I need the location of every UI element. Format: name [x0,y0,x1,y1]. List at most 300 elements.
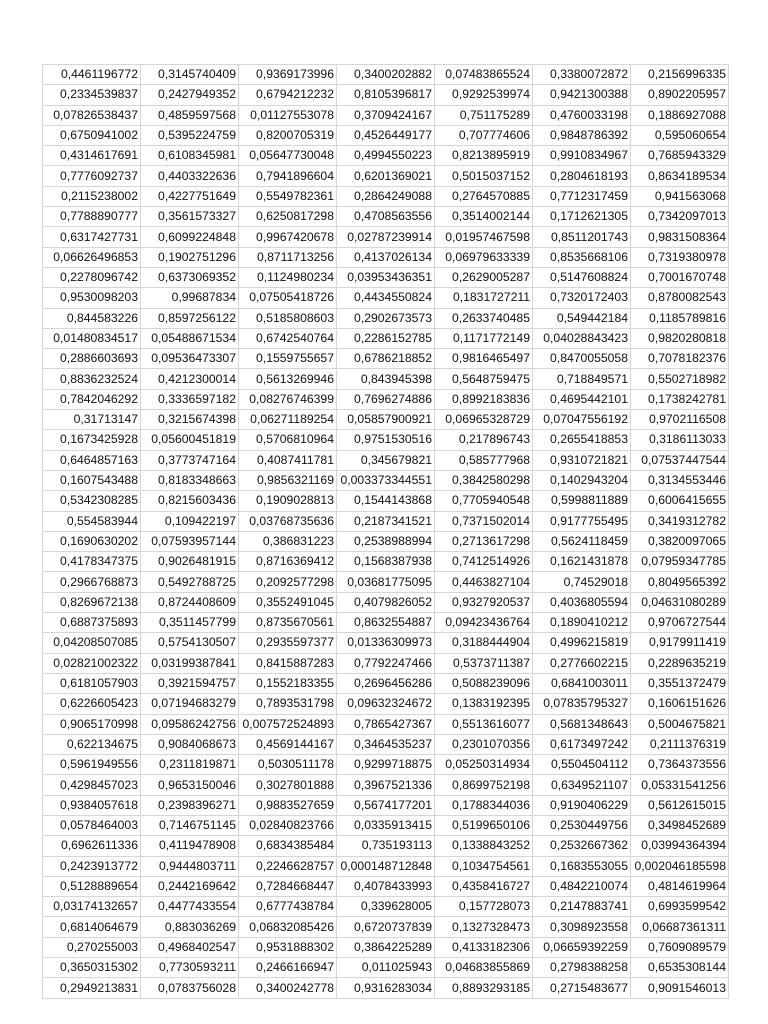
table-cell[interactable]: 0,07826538437 [43,105,141,125]
table-cell[interactable]: 0,5504504112 [533,755,631,775]
table-cell[interactable]: 0,03953436351 [337,267,435,287]
table-cell[interactable]: 0,7792247466 [337,653,435,673]
table-cell[interactable]: 0,6464857163 [43,450,141,470]
table-cell[interactable]: 0,5147608824 [533,267,631,287]
table-cell[interactable]: 0,5185808603 [239,308,337,328]
table-cell[interactable]: 0,4298457023 [43,775,141,795]
table-cell[interactable]: 0,2398396271 [141,795,239,815]
table-cell[interactable]: 0,6099224848 [141,227,239,247]
table-cell[interactable]: 0,9883527659 [239,795,337,815]
table-cell[interactable]: 0,9820280818 [631,328,729,348]
table-cell[interactable]: 0,2286152785 [337,328,435,348]
table-cell[interactable]: 0,5674177201 [337,795,435,815]
table-cell[interactable]: 0,6226605423 [43,694,141,714]
table-cell[interactable]: 0,1607543488 [43,470,141,490]
table-cell[interactable]: 0,8269672138 [43,592,141,612]
table-cell[interactable]: 0,05250314934 [435,755,533,775]
table-cell[interactable]: 0,8597256122 [141,308,239,328]
table-cell[interactable]: 0,8213895919 [435,146,533,166]
table-cell[interactable]: 0,217896743 [435,430,533,450]
table-cell[interactable]: 0,6006415655 [631,491,729,511]
table-cell[interactable]: 0,2246628757 [239,856,337,876]
table-cell[interactable]: 0,07537447544 [631,450,729,470]
table-cell[interactable]: 0,2715483677 [533,978,631,998]
table-cell[interactable]: 0,3552491045 [239,592,337,612]
table-cell[interactable]: 0,5342308285 [43,491,141,511]
table-cell[interactable]: 0,08276746399 [239,389,337,409]
table-cell[interactable]: 0,9177755495 [533,511,631,531]
table-cell[interactable]: 0,1673425928 [43,430,141,450]
table-cell[interactable]: 0,3134553446 [631,470,729,490]
table-cell[interactable]: 0,2147883741 [533,897,631,917]
table-cell[interactable]: 0,6834385484 [239,836,337,856]
table-cell[interactable]: 0,31713147 [43,410,141,430]
table-cell[interactable]: 0,9190406229 [533,795,631,815]
table-cell[interactable]: 0,2466166947 [239,958,337,978]
table-cell[interactable]: 0,1034754561 [435,856,533,876]
table-cell[interactable]: 0,6201369021 [337,166,435,186]
table-cell[interactable]: 0,4314617691 [43,146,141,166]
table-cell[interactable]: 0,2713617298 [435,531,533,551]
table-cell[interactable]: 0,2334539837 [43,85,141,105]
table-cell[interactable]: 0,4760033198 [533,105,631,125]
table-cell[interactable]: 0,3820097065 [631,531,729,551]
table-cell[interactable]: 0,4212300014 [141,369,239,389]
table-cell[interactable]: 0,9065170998 [43,714,141,734]
table-cell[interactable]: 0,8183348663 [141,470,239,490]
table-cell[interactable]: 0,5088239096 [435,673,533,693]
table-cell[interactable]: 0,3561573327 [141,207,239,227]
table-cell[interactable]: 0,03174132657 [43,897,141,917]
table-cell[interactable]: 0,1621431878 [533,552,631,572]
table-cell[interactable]: 0,2764570885 [435,186,533,206]
table-cell[interactable]: 0,05331541256 [631,775,729,795]
table-cell[interactable]: 0,3098923558 [533,917,631,937]
table-cell[interactable]: 0,2156996335 [631,65,729,85]
table-cell[interactable]: 0,7893531798 [239,694,337,714]
table-cell[interactable]: 0,270255003 [43,937,141,957]
table-cell[interactable]: 0,07593957144 [141,531,239,551]
table-cell[interactable]: 0,8735670561 [239,613,337,633]
table-cell[interactable]: 0,622134675 [43,734,141,754]
table-cell[interactable]: 0,8902205957 [631,85,729,105]
table-cell[interactable]: 0,3842580298 [435,470,533,490]
table-cell[interactable]: 0,2530449756 [533,815,631,835]
table-cell[interactable]: 0,09632324672 [337,694,435,714]
table-cell[interactable]: 0,01127553078 [239,105,337,125]
table-cell[interactable]: 0,2966768873 [43,572,141,592]
table-cell[interactable]: 0,554583944 [43,511,141,531]
table-cell[interactable]: 0,1402943204 [533,470,631,490]
table-cell[interactable]: 0,8711713256 [239,247,337,267]
table-cell[interactable]: 0,8511201743 [533,227,631,247]
table-cell[interactable]: 0,6108345981 [141,146,239,166]
table-cell[interactable]: 0,8893293185 [435,978,533,998]
table-cell[interactable]: 0,4036805594 [533,592,631,612]
table-cell[interactable]: 0,3336597182 [141,389,239,409]
table-cell[interactable]: 0,3967521336 [337,775,435,795]
table-cell[interactable]: 0,4078433993 [337,876,435,896]
table-cell[interactable]: 0,9910834967 [533,146,631,166]
table-cell[interactable]: 0,4477433554 [141,897,239,917]
table-cell[interactable]: 0,2629005287 [435,267,533,287]
table-cell[interactable]: 0,2311819871 [141,755,239,775]
table-cell[interactable]: 0,9751530516 [337,430,435,450]
table-cell[interactable]: 0,5492788725 [141,572,239,592]
table-cell[interactable]: 0,07835795327 [533,694,631,714]
table-cell[interactable]: 0,4842210074 [533,876,631,896]
table-cell[interactable]: 0,6887375893 [43,613,141,633]
table-cell[interactable]: 0,02840823766 [239,815,337,835]
table-cell[interactable]: 0,04208507085 [43,633,141,653]
table-cell[interactable]: 0,3188444904 [435,633,533,653]
table-cell[interactable]: 0,1738242781 [631,389,729,409]
table-cell[interactable]: 0,007572524893 [239,714,337,734]
table-cell[interactable]: 0,6814064679 [43,917,141,937]
table-cell[interactable]: 0,4358416727 [435,876,533,896]
table-cell[interactable]: 0,3511457799 [141,613,239,633]
table-cell[interactable]: 0,3498452689 [631,815,729,835]
table-cell[interactable]: 0,5549782361 [239,186,337,206]
table-cell[interactable]: 0,2902673573 [337,308,435,328]
table-cell[interactable]: 0,2886603693 [43,349,141,369]
table-cell[interactable]: 0,8105396817 [337,85,435,105]
table-cell[interactable]: 0,06979633339 [435,247,533,267]
table-cell[interactable]: 0,8632554887 [337,613,435,633]
table-cell[interactable]: 0,2538988994 [337,531,435,551]
table-cell[interactable]: 0,7342097013 [631,207,729,227]
table-cell[interactable]: 0,1909028813 [239,491,337,511]
table-cell[interactable]: 0,549442184 [533,308,631,328]
table-cell[interactable]: 0,883036269 [141,917,239,937]
table-cell[interactable]: 0,04028843423 [533,328,631,348]
table-cell[interactable]: 0,2864249088 [337,186,435,206]
table-cell[interactable]: 0,0578464003 [43,815,141,835]
table-cell[interactable]: 0,4526449177 [337,125,435,145]
table-cell[interactable]: 0,3464535237 [337,734,435,754]
table-cell[interactable]: 0,09536473307 [141,349,239,369]
table-cell[interactable]: 0,9967420678 [239,227,337,247]
table-cell[interactable]: 0,7001670748 [631,267,729,287]
table-cell[interactable]: 0,9316283034 [337,978,435,998]
table-cell[interactable]: 0,8634189534 [631,166,729,186]
table-cell[interactable]: 0,7078182376 [631,349,729,369]
table-cell[interactable]: 0,5004675821 [631,714,729,734]
table-cell[interactable]: 0,5128889654 [43,876,141,896]
table-cell[interactable]: 0,9702116508 [631,410,729,430]
table-cell[interactable]: 0,2423913772 [43,856,141,876]
table-cell[interactable]: 0,9026481915 [141,552,239,572]
table-cell[interactable]: 0,011025943 [337,958,435,978]
table-cell[interactable]: 0,7371502014 [435,511,533,531]
table-cell[interactable]: 0,1712621305 [533,207,631,227]
table-cell[interactable]: 0,339628005 [337,897,435,917]
table-cell[interactable]: 0,3921594757 [141,673,239,693]
table-cell[interactable]: 0,109422197 [141,511,239,531]
table-cell[interactable]: 0,5395224759 [141,125,239,145]
table-cell[interactable]: 0,06832085426 [239,917,337,937]
table-cell[interactable]: 0,2092577298 [239,572,337,592]
table-cell[interactable]: 0,4994550223 [337,146,435,166]
table-cell[interactable]: 0,9179911419 [631,633,729,653]
table-cell[interactable]: 0,3186113033 [631,430,729,450]
table-cell[interactable]: 0,3215674398 [141,410,239,430]
table-cell[interactable]: 0,1559755657 [239,349,337,369]
table-cell[interactable]: 0,4695442101 [533,389,631,409]
table-cell[interactable]: 0,5681348643 [533,714,631,734]
table-cell[interactable]: 0,4708563556 [337,207,435,227]
table-cell[interactable]: 0,595060654 [631,125,729,145]
table-cell[interactable]: 0,03994364394 [631,836,729,856]
table-cell[interactable]: 0,04683855869 [435,958,533,978]
table-cell[interactable]: 0,6841003011 [533,673,631,693]
table-cell[interactable]: 0,2115238002 [43,186,141,206]
table-cell[interactable]: 0,7412514926 [435,552,533,572]
table-cell[interactable]: 0,74529018 [533,572,631,592]
table-cell[interactable]: 0,9444803711 [141,856,239,876]
table-cell[interactable]: 0,3864225289 [337,937,435,957]
table-cell[interactable]: 0,8780082543 [631,288,729,308]
table-cell[interactable]: 0,7609089579 [631,937,729,957]
table-cell[interactable]: 0,6173497242 [533,734,631,754]
table-cell[interactable]: 0,5998811889 [533,491,631,511]
table-cell[interactable]: 0,8470055058 [533,349,631,369]
table-cell[interactable]: 0,2935597377 [239,633,337,653]
table-cell[interactable]: 0,7320172403 [533,288,631,308]
table-cell[interactable]: 0,5502718982 [631,369,729,389]
table-cell[interactable]: 0,3027801888 [239,775,337,795]
table-cell[interactable]: 0,8049565392 [631,572,729,592]
table-cell[interactable]: 0,06965328729 [435,410,533,430]
table-cell[interactable]: 0,7842046292 [43,389,141,409]
table-cell[interactable]: 0,5754130507 [141,633,239,653]
table-cell[interactable]: 0,1338843252 [435,836,533,856]
table-cell[interactable]: 0,5612615015 [631,795,729,815]
table-cell[interactable]: 0,5706810964 [239,430,337,450]
table-cell[interactable]: 0,05647730048 [239,146,337,166]
table-cell[interactable]: 0,4996215819 [533,633,631,653]
table-cell[interactable]: 0,1788344036 [435,795,533,815]
table-cell[interactable]: 0,002046185598 [631,856,729,876]
table-cell[interactable]: 0,3380072872 [533,65,631,85]
table-cell[interactable]: 0,03681775095 [337,572,435,592]
table-cell[interactable]: 0,7364373556 [631,755,729,775]
table-cell[interactable]: 0,003373344551 [337,470,435,490]
table-cell[interactable]: 0,5030511178 [239,755,337,775]
table-cell[interactable]: 0,6349521107 [533,775,631,795]
table-cell[interactable]: 0,1544143868 [337,491,435,511]
table-cell[interactable]: 0,6181057903 [43,673,141,693]
table-cell[interactable]: 0,9856321169 [239,470,337,490]
table-cell[interactable]: 0,1171772149 [435,328,533,348]
table-cell[interactable]: 0,8992183836 [435,389,533,409]
table-cell[interactable]: 0,000148712848 [337,856,435,876]
table-cell[interactable]: 0,1124980234 [239,267,337,287]
table-cell[interactable]: 0,2776602215 [533,653,631,673]
table-cell[interactable]: 0,9369173996 [239,65,337,85]
table-cell[interactable]: 0,3400202882 [337,65,435,85]
table-cell[interactable]: 0,4137026134 [337,247,435,267]
table-cell[interactable]: 0,6786218852 [337,349,435,369]
table-cell[interactable]: 0,4434550824 [337,288,435,308]
table-cell[interactable]: 0,01336309973 [337,633,435,653]
table-cell[interactable]: 0,0783756028 [141,978,239,998]
table-cell[interactable]: 0,2301070356 [435,734,533,754]
table-cell[interactable]: 0,9091546013 [631,978,729,998]
table-cell[interactable]: 0,9653150046 [141,775,239,795]
table-cell[interactable]: 0,2289635219 [631,653,729,673]
table-cell[interactable]: 0,2532667362 [533,836,631,856]
table-cell[interactable]: 0,7788890777 [43,207,141,227]
table-cell[interactable]: 0,5648759475 [435,369,533,389]
table-cell[interactable]: 0,8836232524 [43,369,141,389]
table-cell[interactable]: 0,2278096742 [43,267,141,287]
table-cell[interactable]: 0,8724408609 [141,592,239,612]
table-cell[interactable]: 0,8716369412 [239,552,337,572]
table-cell[interactable]: 0,9327920537 [435,592,533,612]
table-cell[interactable]: 0,6720737839 [337,917,435,937]
table-cell[interactable]: 0,9084068673 [141,734,239,754]
table-cell[interactable]: 0,99687834 [141,288,239,308]
table-cell[interactable]: 0,9310721821 [533,450,631,470]
table-cell[interactable]: 0,1383192395 [435,694,533,714]
table-cell[interactable]: 0,4119478908 [141,836,239,856]
table-cell[interactable]: 0,9531888302 [239,937,337,957]
table-cell[interactable]: 0,06659392259 [533,937,631,957]
table-cell[interactable]: 0,7705940548 [435,491,533,511]
table-cell[interactable]: 0,2187341521 [337,511,435,531]
table-cell[interactable]: 0,8535668106 [533,247,631,267]
table-cell[interactable]: 0,09423436764 [435,613,533,633]
table-cell[interactable]: 0,2949213831 [43,978,141,998]
table-cell[interactable]: 0,2655418853 [533,430,631,450]
table-cell[interactable]: 0,6742540764 [239,328,337,348]
table-cell[interactable]: 0,4087411781 [239,450,337,470]
table-cell[interactable]: 0,843945398 [337,369,435,389]
table-cell[interactable]: 0,6373069352 [141,267,239,287]
table-cell[interactable]: 0,7696274886 [337,389,435,409]
table-cell[interactable]: 0,2427949352 [141,85,239,105]
table-cell[interactable]: 0,1690630202 [43,531,141,551]
table-cell[interactable]: 0,03768735636 [239,511,337,531]
table-cell[interactable]: 0,8415887283 [239,653,337,673]
table-cell[interactable]: 0,4569144167 [239,734,337,754]
table-cell[interactable]: 0,4463827104 [435,572,533,592]
table-cell[interactable]: 0,5613269946 [239,369,337,389]
table-cell[interactable]: 0,06626496853 [43,247,141,267]
table-cell[interactable]: 0,345679821 [337,450,435,470]
table-cell[interactable]: 0,4403322636 [141,166,239,186]
table-cell[interactable]: 0,4968402547 [141,937,239,957]
table-cell[interactable]: 0,05857900921 [337,410,435,430]
table-cell[interactable]: 0,7730593211 [141,958,239,978]
table-cell[interactable]: 0,6993599542 [631,897,729,917]
table-cell[interactable]: 0,6250817298 [239,207,337,227]
table-cell[interactable]: 0,4227751649 [141,186,239,206]
table-cell[interactable]: 0,02787239914 [337,227,435,247]
table-cell[interactable]: 0,06687361311 [631,917,729,937]
table-cell[interactable]: 0,2633740485 [435,308,533,328]
table-cell[interactable]: 0,9384057618 [43,795,141,815]
table-cell[interactable]: 0,1568387938 [337,552,435,572]
table-cell[interactable]: 0,05600451819 [141,430,239,450]
table-cell[interactable]: 0,7319380978 [631,247,729,267]
table-cell[interactable]: 0,07047556192 [533,410,631,430]
table-cell[interactable]: 0,01480834517 [43,328,141,348]
table-cell[interactable]: 0,844583226 [43,308,141,328]
table-cell[interactable]: 0,1327328473 [435,917,533,937]
table-cell[interactable]: 0,4079826052 [337,592,435,612]
table-cell[interactable]: 0,2442169642 [141,876,239,896]
table-cell[interactable]: 0,3419312782 [631,511,729,531]
table-cell[interactable]: 0,09586242756 [141,714,239,734]
table-cell[interactable]: 0,5513616077 [435,714,533,734]
table-cell[interactable]: 0,05488671534 [141,328,239,348]
table-cell[interactable]: 0,02821002322 [43,653,141,673]
table-cell[interactable]: 0,9530098203 [43,288,141,308]
table-cell[interactable]: 0,7865427367 [337,714,435,734]
table-cell[interactable]: 0,03199387841 [141,653,239,673]
table-cell[interactable]: 0,1886927088 [631,105,729,125]
table-cell[interactable]: 0,5624118459 [533,531,631,551]
table-cell[interactable]: 0,1902751296 [141,247,239,267]
table-cell[interactable]: 0,8699752198 [435,775,533,795]
table-cell[interactable]: 0,585777968 [435,450,533,470]
table-cell[interactable]: 0,4461196772 [43,65,141,85]
table-cell[interactable]: 0,3514002144 [435,207,533,227]
table-cell[interactable]: 0,9831508364 [631,227,729,247]
table-cell[interactable]: 0,07483865524 [435,65,533,85]
table-cell[interactable]: 0,3551372479 [631,673,729,693]
table-cell[interactable]: 0,6535308144 [631,958,729,978]
table-cell[interactable]: 0,157728073 [435,897,533,917]
table-cell[interactable]: 0,7941896604 [239,166,337,186]
table-cell[interactable]: 0,6794212232 [239,85,337,105]
table-cell[interactable]: 0,1606151626 [631,694,729,714]
table-cell[interactable]: 0,9816465497 [435,349,533,369]
table-cell[interactable]: 0,3145740409 [141,65,239,85]
table-cell[interactable]: 0,4133182306 [435,937,533,957]
table-cell[interactable]: 0,5373711387 [435,653,533,673]
table-cell[interactable]: 0,5015037152 [435,166,533,186]
table-cell[interactable]: 0,4814619964 [631,876,729,896]
table-cell[interactable]: 0,1552183355 [239,673,337,693]
table-cell[interactable]: 0,9299718875 [337,755,435,775]
table-cell[interactable]: 0,5961949556 [43,755,141,775]
table-cell[interactable]: 0,6317427731 [43,227,141,247]
table-cell[interactable]: 0,5199650106 [435,815,533,835]
table-cell[interactable]: 0,3400242778 [239,978,337,998]
table-cell[interactable]: 0,07505418726 [239,288,337,308]
table-cell[interactable]: 0,1890410212 [533,613,631,633]
table-cell[interactable]: 0,7685943329 [631,146,729,166]
table-cell[interactable]: 0,07194683279 [141,694,239,714]
table-cell[interactable]: 0,3650315302 [43,958,141,978]
table-cell[interactable]: 0,4178347375 [43,552,141,572]
table-cell[interactable]: 0,2111376319 [631,734,729,754]
table-cell[interactable]: 0,9706727544 [631,613,729,633]
table-cell[interactable]: 0,2798388258 [533,958,631,978]
table-cell[interactable]: 0,1831727211 [435,288,533,308]
table-cell[interactable]: 0,07959347785 [631,552,729,572]
table-cell[interactable]: 0,1185789816 [631,308,729,328]
table-cell[interactable]: 0,8215603436 [141,491,239,511]
table-cell[interactable]: 0,9292539974 [435,85,533,105]
table-cell[interactable]: 0,735193113 [337,836,435,856]
table-cell[interactable]: 0,4859597568 [141,105,239,125]
table-cell[interactable]: 0,6962611336 [43,836,141,856]
table-cell[interactable]: 0,941563068 [631,186,729,206]
